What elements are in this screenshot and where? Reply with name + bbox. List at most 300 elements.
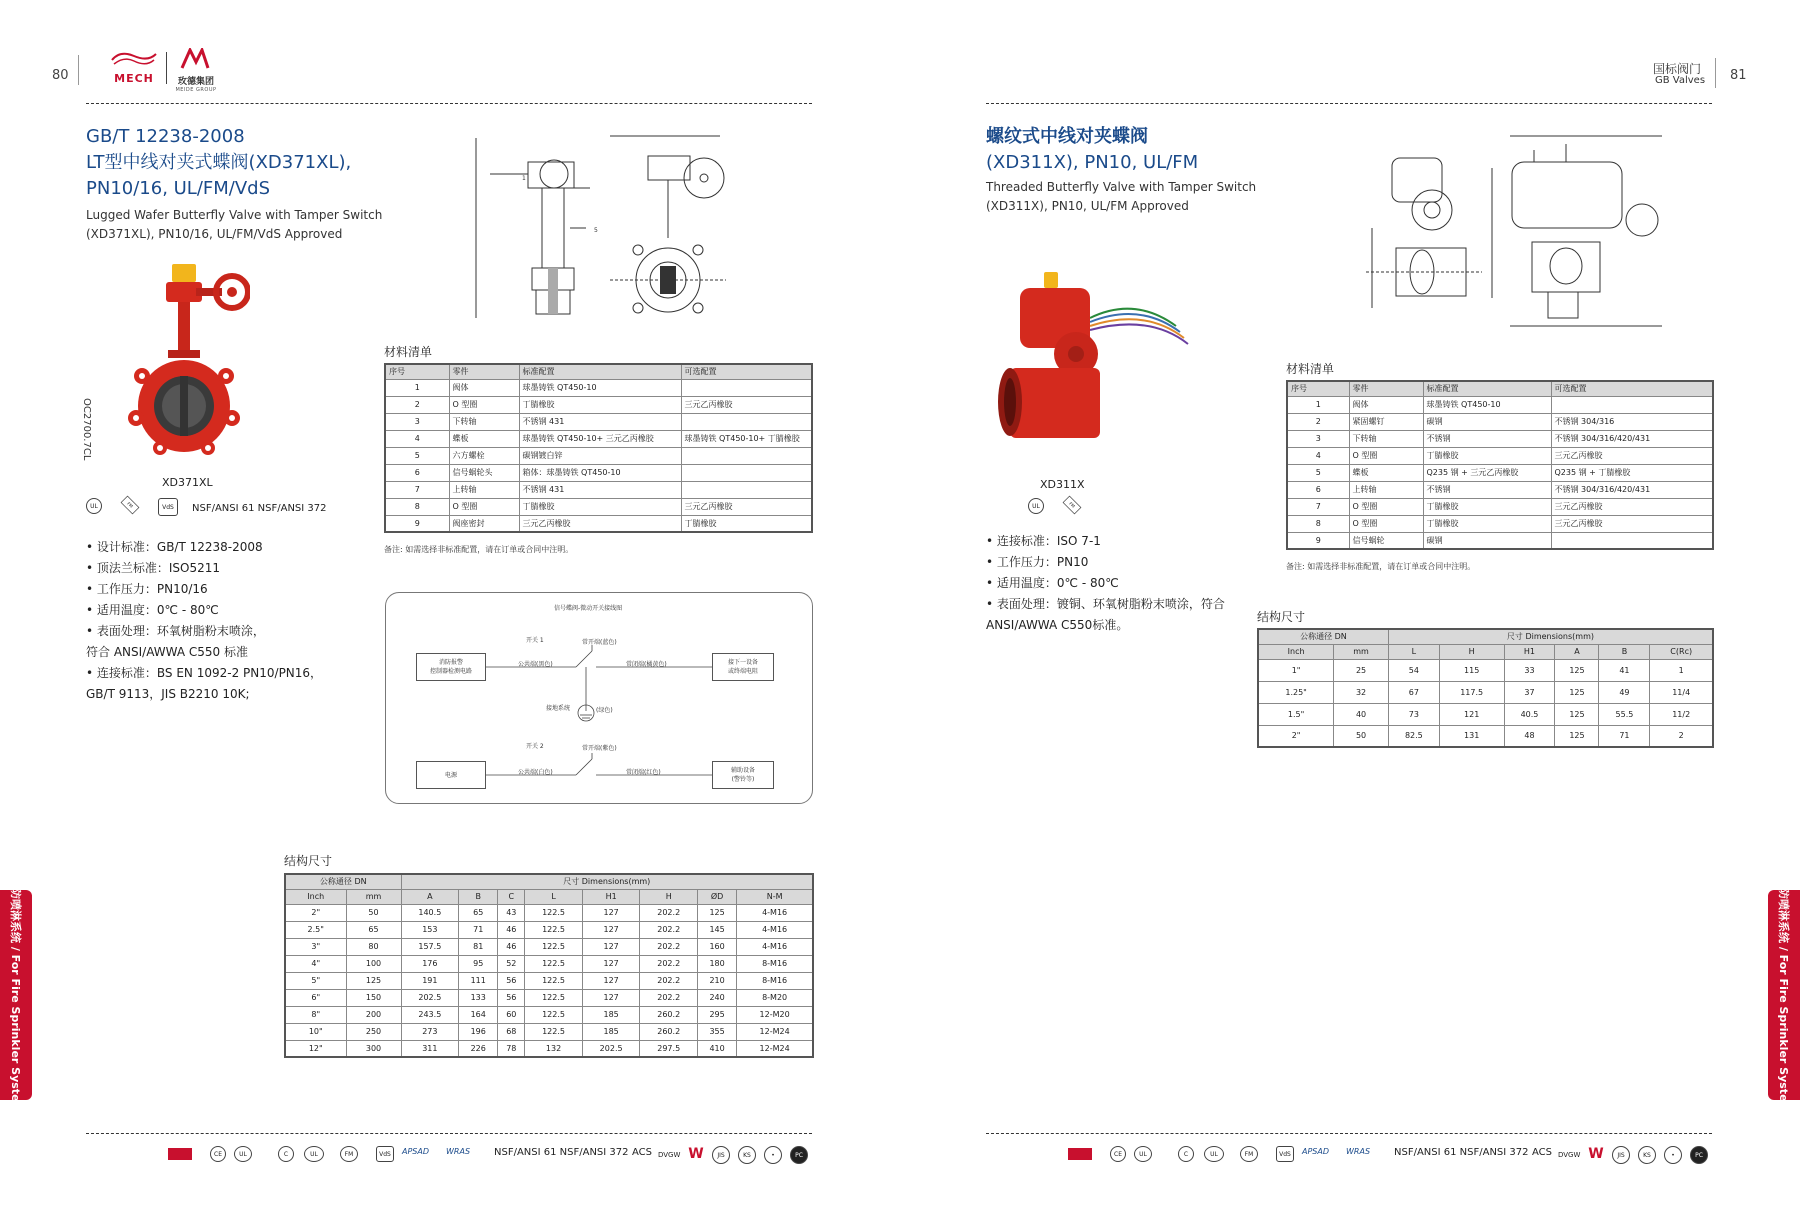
lugged-valve-drawing: [470, 128, 730, 320]
table-cell: 125: [1555, 681, 1599, 703]
table-cell: 127: [582, 955, 640, 972]
jis-icon: JIS: [1612, 1146, 1630, 1164]
table-cell: 80: [346, 938, 401, 955]
table-cell: 311: [401, 1040, 459, 1057]
table-row: [1287, 515, 1713, 532]
spec-item: • 适用温度：0℃ - 80℃: [86, 603, 219, 617]
left-side-tab-label: 消防喷淋系统 / For Fire Sprinkler System: [9, 876, 22, 1114]
spec-item: • 适用温度：0℃ - 80℃: [986, 576, 1119, 590]
table-cell: 碳钢: [1423, 532, 1551, 549]
table-cell: 不锈钢: [1423, 430, 1551, 447]
table-cell: [681, 413, 812, 430]
table-cell: 6: [385, 464, 449, 481]
table-cell: O 型圈: [449, 396, 519, 413]
table-cell: O 型圈: [1349, 515, 1423, 532]
fm-icon: FM: [1240, 1146, 1258, 1162]
table-cell: 243.5: [401, 1006, 459, 1023]
table-cell: 阀座密封: [449, 515, 519, 532]
table-cell: 273: [401, 1023, 459, 1040]
table-cell: 297.5: [640, 1040, 698, 1057]
table-cell: 5: [385, 447, 449, 464]
ulc-icon: UL: [304, 1146, 324, 1162]
spec-item: • 表面处理：镀铜、环氧树脂粉末喷涂，符合: [986, 597, 1225, 611]
table-cell: Q235 钢 + 三元乙丙橡胶: [1423, 464, 1551, 481]
table-row: [285, 955, 813, 972]
table-cell: 176: [401, 955, 459, 972]
table-cell: 226: [459, 1040, 498, 1057]
table-header-row: [1287, 381, 1713, 396]
table-cell: 12-M24: [737, 1023, 813, 1040]
table-cell: 2: [1650, 725, 1713, 747]
table-cell: 202.2: [640, 938, 698, 955]
table-cell: 阀体: [449, 379, 519, 396]
table-cell: 不锈钢: [1423, 481, 1551, 498]
right-subtitle-line2: (XD311X), PN10, UL/FM Approved: [986, 199, 1189, 213]
nsf-label: NSF/ANSI 61 NSF/ANSI 372: [1394, 1147, 1529, 1158]
table-row: [285, 938, 813, 955]
table-cell: 125: [698, 904, 737, 921]
table-cell: 6: [1287, 481, 1349, 498]
table-cell: 碳钢镀白锌: [519, 447, 681, 464]
table-cell: 8-M16: [737, 972, 813, 989]
right-dimensions-table: [1257, 628, 1714, 748]
product-code: OC2700.7CL: [81, 398, 92, 461]
left-title-line1: GB/T 12238-2008: [86, 126, 245, 147]
table-cell: 127: [582, 989, 640, 1006]
table-cell: 355: [698, 1023, 737, 1040]
table-cell: 122.5: [525, 921, 583, 938]
table-cell: 210: [698, 972, 737, 989]
xd371xl-technical-drawing: [470, 128, 730, 320]
table-row: [385, 447, 812, 464]
table-cell: 2": [285, 904, 346, 921]
table-cell: 121: [1439, 703, 1504, 725]
col-header: 序号: [385, 364, 449, 379]
w-mark-icon: W: [688, 1146, 704, 1162]
table-cell: 碳钢: [1423, 413, 1551, 430]
right-subtitle: [986, 178, 1326, 216]
logo-separator: [166, 52, 167, 84]
table-cell: O 型圈: [449, 498, 519, 515]
table-cell: 不锈钢 431: [519, 481, 681, 498]
left-nsf-cert-text: NSF/ANSI 61 NSF/ANSI 372: [192, 503, 327, 514]
fm-approved-icon: FM: [121, 496, 140, 515]
col-header: 可选配置: [681, 364, 812, 379]
table-cell: 2: [1287, 413, 1349, 430]
table-cell: 250: [346, 1023, 401, 1040]
table-cell: 12-M24: [737, 1040, 813, 1057]
spec-item: • 工作压力：PN10: [986, 555, 1089, 569]
table-cell: 1: [385, 379, 449, 396]
table-cell: 100: [346, 955, 401, 972]
table-cell: 33: [1504, 659, 1555, 681]
acs-label: ACS: [1532, 1147, 1552, 1158]
spec-item: • 设计标准：GB/T 12238-2008: [86, 540, 263, 554]
right-materials-body: [1287, 396, 1713, 549]
table-cell: 不锈钢 304/316/420/431: [1551, 481, 1713, 498]
table-cell: 2": [1258, 725, 1334, 747]
left-subtitle-line1: Lugged Wafer Butterfly Valve with Tamper Switch: [86, 208, 383, 222]
ul-listed-icon: UL: [86, 498, 102, 514]
table-row: [385, 515, 812, 532]
table-cell: 4: [385, 430, 449, 447]
vds-icon: VdS: [1276, 1146, 1294, 1162]
table-cell: 32: [1334, 681, 1389, 703]
left-header-rule: [86, 103, 812, 104]
table-cell: O 型圈: [1349, 447, 1423, 464]
spec-item: 符合 ANSI/AWWA C550 标准: [86, 645, 248, 659]
table-cell: 122.5: [525, 989, 583, 1006]
table-cell: 1: [1650, 659, 1713, 681]
seal-icon: •: [764, 1146, 782, 1164]
nsf-label: NSF/ANSI 61 NSF/ANSI 372: [494, 1147, 629, 1158]
table-cell: 111: [459, 972, 498, 989]
table-cell: 阀体: [1349, 396, 1423, 413]
col-header: B: [1599, 644, 1650, 659]
xd311x-product-image: [980, 262, 1220, 462]
ul-icon: UL: [234, 1146, 252, 1162]
table-cell: 4: [1287, 447, 1349, 464]
table-cell: 260.2: [640, 1023, 698, 1040]
col-header: H1: [1504, 644, 1555, 659]
switch1-com-label: 公共端(黑色): [518, 661, 553, 668]
wras-label: WRAS: [1346, 1147, 1371, 1156]
table-cell: 信号蜗轮头: [449, 464, 519, 481]
table-cell: 295: [698, 1006, 737, 1023]
left-materials-table: [384, 363, 813, 533]
table-cell: [681, 464, 812, 481]
ce-icon: CE: [210, 1146, 226, 1162]
left-dimensions-body: [285, 904, 813, 1057]
left-model-label: XD371XL: [162, 476, 213, 489]
col-header: mm: [346, 889, 401, 904]
table-cell: 8-M16: [737, 955, 813, 972]
aux-device-label: 辅助设备 (警铃等): [730, 767, 755, 783]
switch2-com-label: 公共端(白色): [518, 769, 553, 776]
switch2-label: 开关 2: [526, 743, 544, 750]
vds-icon: VdS: [158, 498, 178, 516]
dvgw-label: DVGW: [658, 1151, 681, 1159]
left-dimensions-table: [284, 873, 814, 1058]
table-cell: 不锈钢 304/316: [1551, 413, 1713, 430]
table-row: [385, 498, 812, 515]
svg-text:5: 5: [594, 227, 598, 234]
table-cell: 202.2: [640, 972, 698, 989]
meide-logo-subtext: MEIDE GROUP: [175, 87, 217, 93]
table-row: [1258, 659, 1713, 681]
table-cell: 150: [346, 989, 401, 1006]
table-cell: 122.5: [525, 1006, 583, 1023]
table-cell: 71: [459, 921, 498, 938]
company-flag-icon: [168, 1148, 192, 1160]
xd371xl-product-image: [120, 258, 250, 458]
mech-logo-mark: [108, 48, 160, 70]
table-cell: 1": [1258, 659, 1334, 681]
ground-label: 接地系统: [546, 705, 571, 712]
meide-logo: [172, 48, 220, 93]
table-row: [385, 379, 812, 396]
right-spec-list: [986, 531, 1225, 636]
table-cell: 140.5: [401, 904, 459, 921]
table-row: [1287, 498, 1713, 515]
table-cell: 132: [525, 1040, 583, 1057]
table-cell: 65: [346, 921, 401, 938]
table-cell: 56: [498, 989, 525, 1006]
right-page-number: 81: [1730, 68, 1747, 83]
table-cell: 1: [1287, 396, 1349, 413]
table-cell: 10": [285, 1023, 346, 1040]
vds-icon: VdS: [376, 1146, 394, 1162]
table-cell: 48: [1504, 725, 1555, 747]
table-cell: 202.5: [582, 1040, 640, 1057]
spec-item: • 连接标准：ISO 7-1: [986, 534, 1101, 548]
group-header-dimensions: 尺寸 Dimensions(mm): [401, 874, 813, 889]
table-cell: 三元乙丙橡胶: [1551, 515, 1713, 532]
table-cell: 46: [498, 938, 525, 955]
table-cell: 52: [498, 955, 525, 972]
table-cell: 117.5: [1439, 681, 1504, 703]
table-cell: 3: [385, 413, 449, 430]
table-cell: 153: [401, 921, 459, 938]
meide-logo-text: 玫德集团: [177, 77, 214, 87]
table-cell: 125: [346, 972, 401, 989]
acs-label: ACS: [632, 1147, 652, 1158]
table-cell: 68: [498, 1023, 525, 1040]
table-cell: 54: [1388, 659, 1439, 681]
table-row: [285, 1040, 813, 1057]
col-header: C: [498, 889, 525, 904]
table-cell: Q235 钢 + 丁腈橡胶: [1551, 464, 1713, 481]
threaded-valve-illustration: [980, 262, 1220, 462]
table-cell: 3": [285, 938, 346, 955]
xd311x-technical-drawing: [1352, 128, 1668, 334]
table-cell: 2.5": [285, 921, 346, 938]
spec-item: • 表面处理：环氧树脂粉末喷涂，: [86, 624, 265, 638]
table-cell: 164: [459, 1006, 498, 1023]
wiring-diagram: [385, 592, 813, 804]
left-title-line3: PN10/16, UL/FM/VdS: [86, 178, 271, 199]
alarm-controller-label: 消防报警 控制器检测电路: [429, 659, 472, 675]
table-cell: 49: [1599, 681, 1650, 703]
table-cell: 65: [459, 904, 498, 921]
csa-icon: C: [278, 1146, 294, 1162]
table-cell: 4": [285, 955, 346, 972]
left-spec-list: [86, 537, 322, 705]
right-dimensions-caption: 结构尺寸: [1257, 610, 1306, 624]
group-header-dimensions: 尺寸 Dimensions(mm): [1388, 629, 1713, 644]
col-header: 零件: [1349, 381, 1423, 396]
right-materials-note: 备注: 如需选择非标准配置，请在订单或合同中注明。: [1286, 562, 1476, 571]
table-row: [285, 989, 813, 1006]
table-cell: 4-M16: [737, 921, 813, 938]
table-cell: 三元乙丙橡胶: [519, 515, 681, 532]
table-cell: 202.2: [640, 989, 698, 1006]
table-cell: 丁腈橡胶: [519, 498, 681, 515]
table-cell: 202.2: [640, 921, 698, 938]
right-materials-caption: 材料清单: [1286, 362, 1335, 376]
table-cell: 三元乙丙橡胶: [1551, 498, 1713, 515]
table-row: [285, 1023, 813, 1040]
table-cell: 8-M20: [737, 989, 813, 1006]
table-cell: 50: [346, 904, 401, 921]
spec-item: GB/T 9113，JIS B2210 10K;: [86, 687, 250, 701]
col-header: Inch: [285, 889, 346, 904]
table-cell: [681, 481, 812, 498]
table-header-row: [285, 889, 813, 904]
table-cell: 25: [1334, 659, 1389, 681]
table-cell: 157.5: [401, 938, 459, 955]
right-header-rule: [986, 103, 1712, 104]
right-footer-certs: [1068, 1143, 1718, 1167]
col-header: 零件: [449, 364, 519, 379]
table-cell: 202.5: [401, 989, 459, 1006]
table-group-header-row: [1258, 629, 1713, 644]
table-cell: 丁腈橡胶: [1423, 447, 1551, 464]
table-cell: 5: [1287, 464, 1349, 481]
table-cell: 60: [498, 1006, 525, 1023]
ce-icon: CE: [1110, 1146, 1126, 1162]
table-cell: [681, 447, 812, 464]
table-cell: 8: [1287, 515, 1349, 532]
col-header: A: [401, 889, 459, 904]
ul-listed-icon: UL: [1028, 498, 1044, 514]
group-header-dn: 公称通径 DN: [285, 874, 401, 889]
table-cell: 下转轴: [449, 413, 519, 430]
left-footer-certs: [168, 1143, 818, 1167]
table-cell: 7: [1287, 498, 1349, 515]
csa-icon: C: [1178, 1146, 1194, 1162]
table-cell: 125: [1555, 725, 1599, 747]
mech-logo: [108, 48, 160, 86]
table-cell: 95: [459, 955, 498, 972]
right-dimensions-body: [1258, 659, 1713, 747]
left-title: [86, 124, 426, 202]
table-row: [285, 1006, 813, 1023]
right-model-label: XD311X: [1040, 478, 1085, 491]
table-cell: 37: [1504, 681, 1555, 703]
table-cell: 81: [459, 938, 498, 955]
switch2-nc-label: 常闭端(红色): [626, 769, 661, 776]
table-cell: 下转轴: [1349, 430, 1423, 447]
table-cell: [1551, 396, 1713, 413]
table-cell: 紧固螺钉: [1349, 413, 1423, 430]
right-materials-table: [1286, 380, 1714, 550]
table-cell: 125: [1555, 659, 1599, 681]
switch1-nc-label: 常闭端(橘黄色): [626, 661, 667, 668]
meide-logo-mark: [180, 48, 210, 70]
left-dimensions-caption: 结构尺寸: [284, 854, 333, 868]
table-cell: 125: [1555, 703, 1599, 725]
table-row: [1258, 703, 1713, 725]
table-cell: 不锈钢 431: [519, 413, 681, 430]
col-header: 标准配置: [1423, 381, 1551, 396]
table-cell: 蝶板: [1349, 464, 1423, 481]
seal-icon: •: [1664, 1146, 1682, 1164]
table-row: [385, 481, 812, 498]
company-flag-icon: [1068, 1148, 1092, 1160]
table-cell: 40: [1334, 703, 1389, 725]
table-cell: 12-M20: [737, 1006, 813, 1023]
table-row: [1287, 532, 1713, 549]
next-device-label: 接下一设备 或终端电阻: [727, 659, 758, 675]
table-cell: 56: [498, 972, 525, 989]
table-cell: 1.5": [1258, 703, 1334, 725]
header-separator: [78, 55, 79, 85]
table-row: [1287, 464, 1713, 481]
table-cell: 410: [698, 1040, 737, 1057]
col-header: H: [1439, 644, 1504, 659]
table-cell: 4-M16: [737, 904, 813, 921]
col-header: L: [1388, 644, 1439, 659]
table-row: [385, 396, 812, 413]
table-cell: [681, 379, 812, 396]
table-row: [285, 921, 813, 938]
right-header-separator: [1715, 58, 1716, 88]
table-cell: 丁腈橡胶: [681, 515, 812, 532]
table-cell: 185: [582, 1006, 640, 1023]
table-row: [385, 430, 812, 447]
table-cell: 73: [1388, 703, 1439, 725]
apsad-label: APSAD: [1302, 1147, 1330, 1156]
group-header-dn: 公称通径 DN: [1258, 629, 1388, 644]
table-row: [1287, 430, 1713, 447]
threaded-valve-drawing: [1352, 128, 1668, 334]
table-cell: 67: [1388, 681, 1439, 703]
ks-icon: KS: [738, 1146, 756, 1164]
table-cell: 6": [285, 989, 346, 1006]
left-materials-caption: 材料清单: [384, 345, 433, 359]
spec-item: ANSI/AWWA C550标准。: [986, 618, 1129, 632]
table-cell: 球墨铸铁 QT450-10+ 三元乙丙橡胶: [519, 430, 681, 447]
wiring-title: 信号蝶阀-微动开关接线图: [554, 605, 623, 612]
table-cell: 180: [698, 955, 737, 972]
ul-icon: UL: [1134, 1146, 1152, 1162]
fm-icon: FM: [340, 1146, 358, 1162]
right-subtitle-line1: Threaded Butterfly Valve with Tamper Switch: [986, 180, 1257, 194]
table-cell: 133: [459, 989, 498, 1006]
table-cell: 191: [401, 972, 459, 989]
dvgw-label: DVGW: [1558, 1151, 1581, 1159]
ks-icon: KS: [1638, 1146, 1656, 1164]
table-cell: 115: [1439, 659, 1504, 681]
table-cell: 71: [1599, 725, 1650, 747]
table-cell: 127: [582, 972, 640, 989]
table-cell: 122.5: [525, 955, 583, 972]
col-header: 标准配置: [519, 364, 681, 379]
right-title-line2: (XD311X), PN10, UL/FM: [986, 152, 1199, 173]
table-row: [1258, 725, 1713, 747]
table-cell: 球墨铸铁 QT450-10+ 丁腈橡胶: [681, 430, 812, 447]
table-cell: 7: [385, 481, 449, 498]
table-cell: 丁腈橡胶: [519, 396, 681, 413]
right-footer-rule: [986, 1133, 1712, 1134]
col-header: N-M: [737, 889, 813, 904]
table-cell: 5": [285, 972, 346, 989]
wiring-lines: [386, 593, 814, 805]
table-cell: 122.5: [525, 904, 583, 921]
spec-item: • 工作压力：PN10/16: [86, 582, 208, 596]
right-side-tab-label: 消防喷淋系统 / For Fire Sprinkler System: [1777, 876, 1790, 1114]
table-cell: 55.5: [1599, 703, 1650, 725]
table-cell: 127: [582, 921, 640, 938]
table-row: [1287, 481, 1713, 498]
left-footer-rule: [86, 1133, 812, 1134]
table-cell: 9: [385, 515, 449, 532]
table-cell: 196: [459, 1023, 498, 1040]
table-row: [285, 904, 813, 921]
table-header-row: [385, 364, 812, 379]
ground-color-label: (绿色): [596, 707, 613, 714]
